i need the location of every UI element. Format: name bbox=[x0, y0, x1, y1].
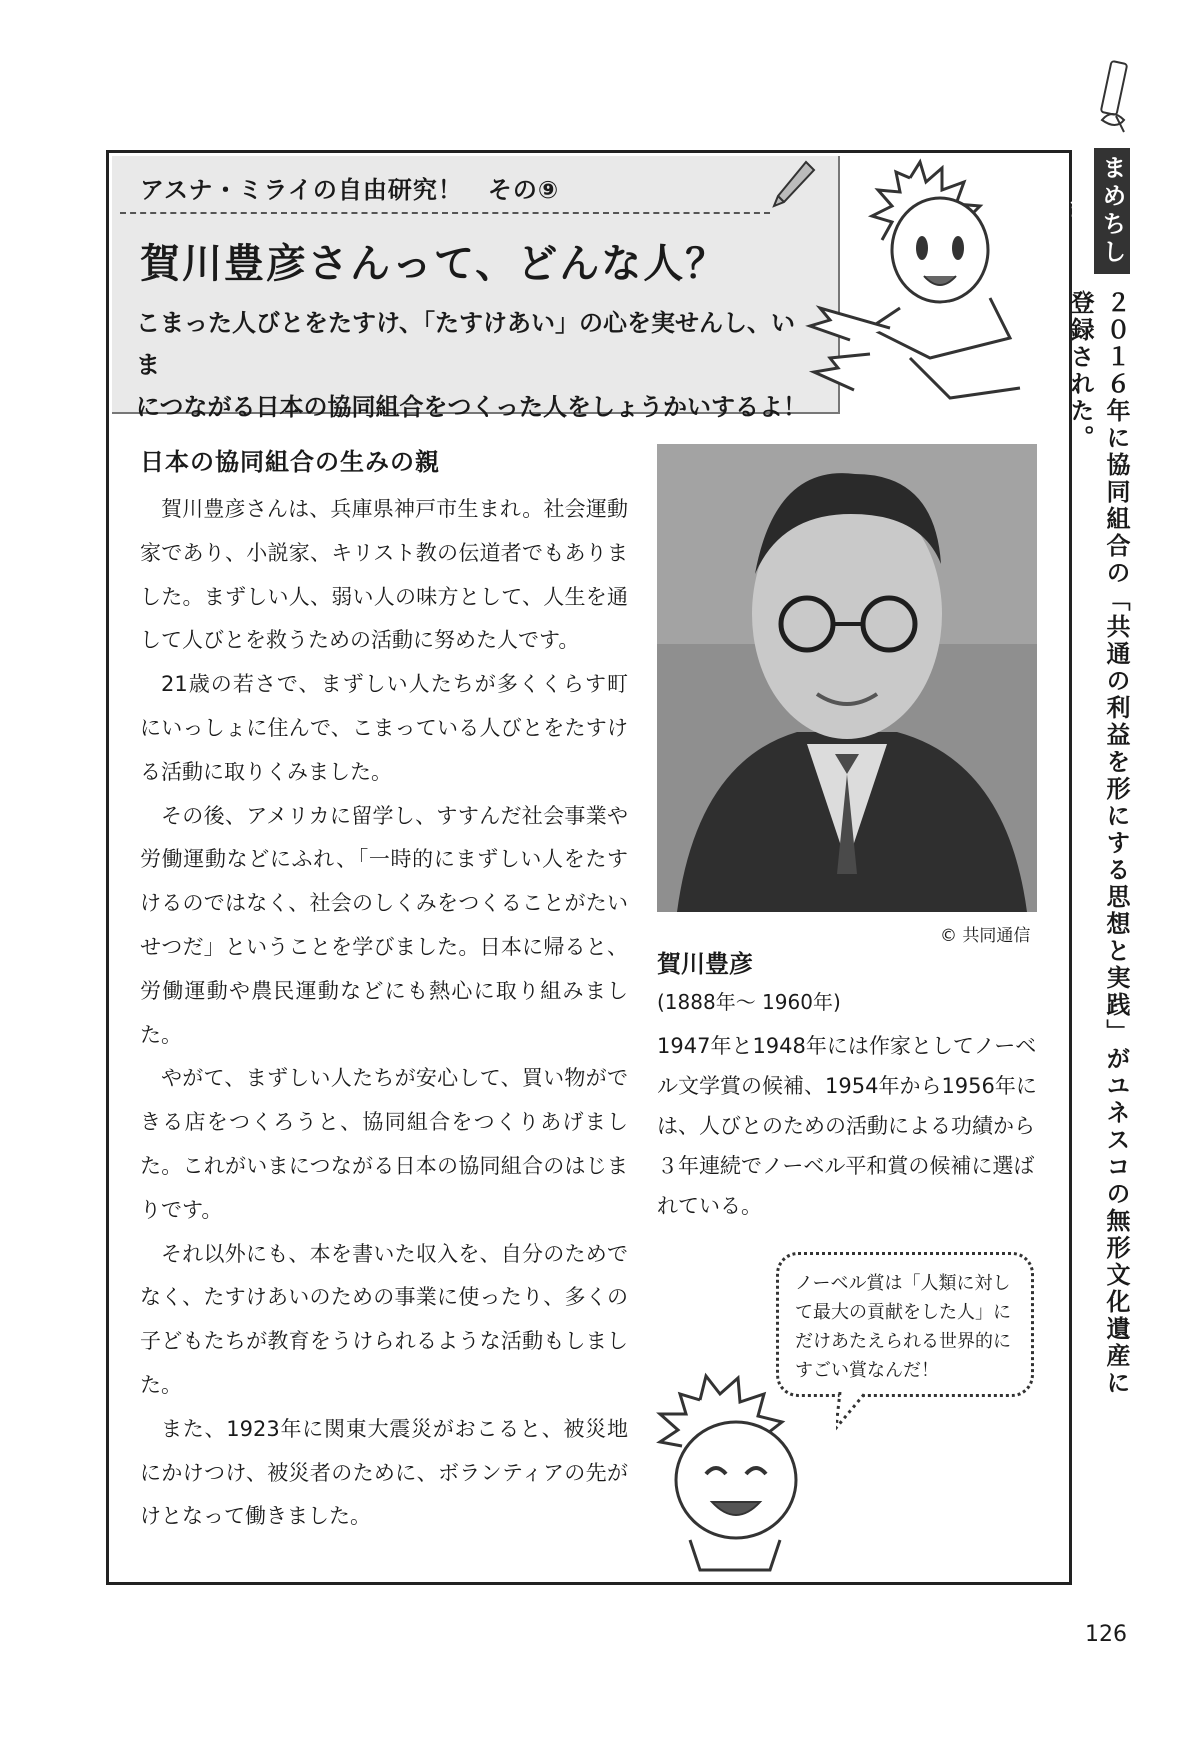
article-body bbox=[140, 488, 628, 1539]
lead-line-1: こまった人びとをたすけ、「たすけあい」の心を実せんし、いま bbox=[136, 309, 796, 379]
section-heading: 日本の協同組合の生みの親 bbox=[140, 448, 440, 476]
paragraph: 21歳の若さで、まずしい人たちが多くくらす町にいっしょに住んで、こまっている人びとをたすける活動に取りくみました。 bbox=[140, 672, 628, 784]
paragraph: やがて、まずしい人たちが安心して、買い物ができる店をつくろうと、協同組合をつくりあげました。これがいまにつながる日本の協同組合のはじまりです。 bbox=[140, 1066, 628, 1222]
main-title: 賀川豊彦さんって、どんな人？ bbox=[140, 241, 728, 287]
character-smiling-illustration bbox=[640, 1370, 830, 1580]
paragraph: また、1923年に関東大震災がおこると、被災地にかけつけ、被災者のために、ボランティアの先がけとなって働きました。 bbox=[140, 1416, 628, 1529]
lead-line-2: につながる日本の協同組合をつくった人をしょうかいするよ！ bbox=[136, 393, 808, 421]
paragraph: それ以外にも、本を書いた収入を、自分のためでなく、たすけあいのための事業に使ったり、多くの子どもたちが教育をうけられるような活動もしました。 bbox=[140, 1241, 628, 1397]
photo-credit: © 共同通信 bbox=[940, 926, 1031, 946]
lead-text bbox=[136, 302, 816, 428]
pencil-clip-icon bbox=[1096, 60, 1134, 138]
person-description: 1947年と1948年には作家としてノーベル文学賞の候補、1954年から1956年には、人びとのための活動による功績から３年連続でノーベル平和賞の候補に選ばれている。 bbox=[657, 1034, 1037, 1218]
speech-bubble-tail bbox=[836, 1392, 876, 1432]
side-trivia-text: ２０１６年に協同組合の「共通の利益を形にする思想と実践」がユネスコの無形文化遺産に登録された。 bbox=[1066, 290, 1130, 1397]
paragraph: その後、アメリカに留学し、すすんだ社会事業や労働運動などにふれ、「一時的にまずしい人をたすけるのではなく、社会のしくみをつくることがたいせつだ」ということを学びました。日本に帰ると、労働運動や農民運動などにも熱心に取り組みました。 bbox=[140, 803, 628, 1047]
paragraph: 賀川豊彦さんは、兵庫県神戸市生まれ。社会運動家であり、小説家、キリスト教の伝道者でもありました。まずしい人、弱い人の味方として、人生を通して人びとを救うための活動に努めた人です。 bbox=[140, 497, 628, 653]
portrait-photo bbox=[657, 444, 1037, 912]
person-years: (1888年～ 1960年) bbox=[657, 990, 841, 1014]
side-tab-label: まめちしき bbox=[1094, 148, 1130, 274]
person-name: 賀川豊彦 bbox=[657, 950, 753, 978]
character-pointing-illustration bbox=[800, 158, 1050, 420]
speech-bubble-text: ノーベル賞は「人類に対して最大の貢献をした人」にだけあたえられる世界的にすごい賞なんだ！ bbox=[795, 1273, 1011, 1381]
page-number: 126 bbox=[1085, 1622, 1127, 1647]
series-title: アスナ・ミライの自由研究！ その⑨ bbox=[140, 176, 560, 204]
